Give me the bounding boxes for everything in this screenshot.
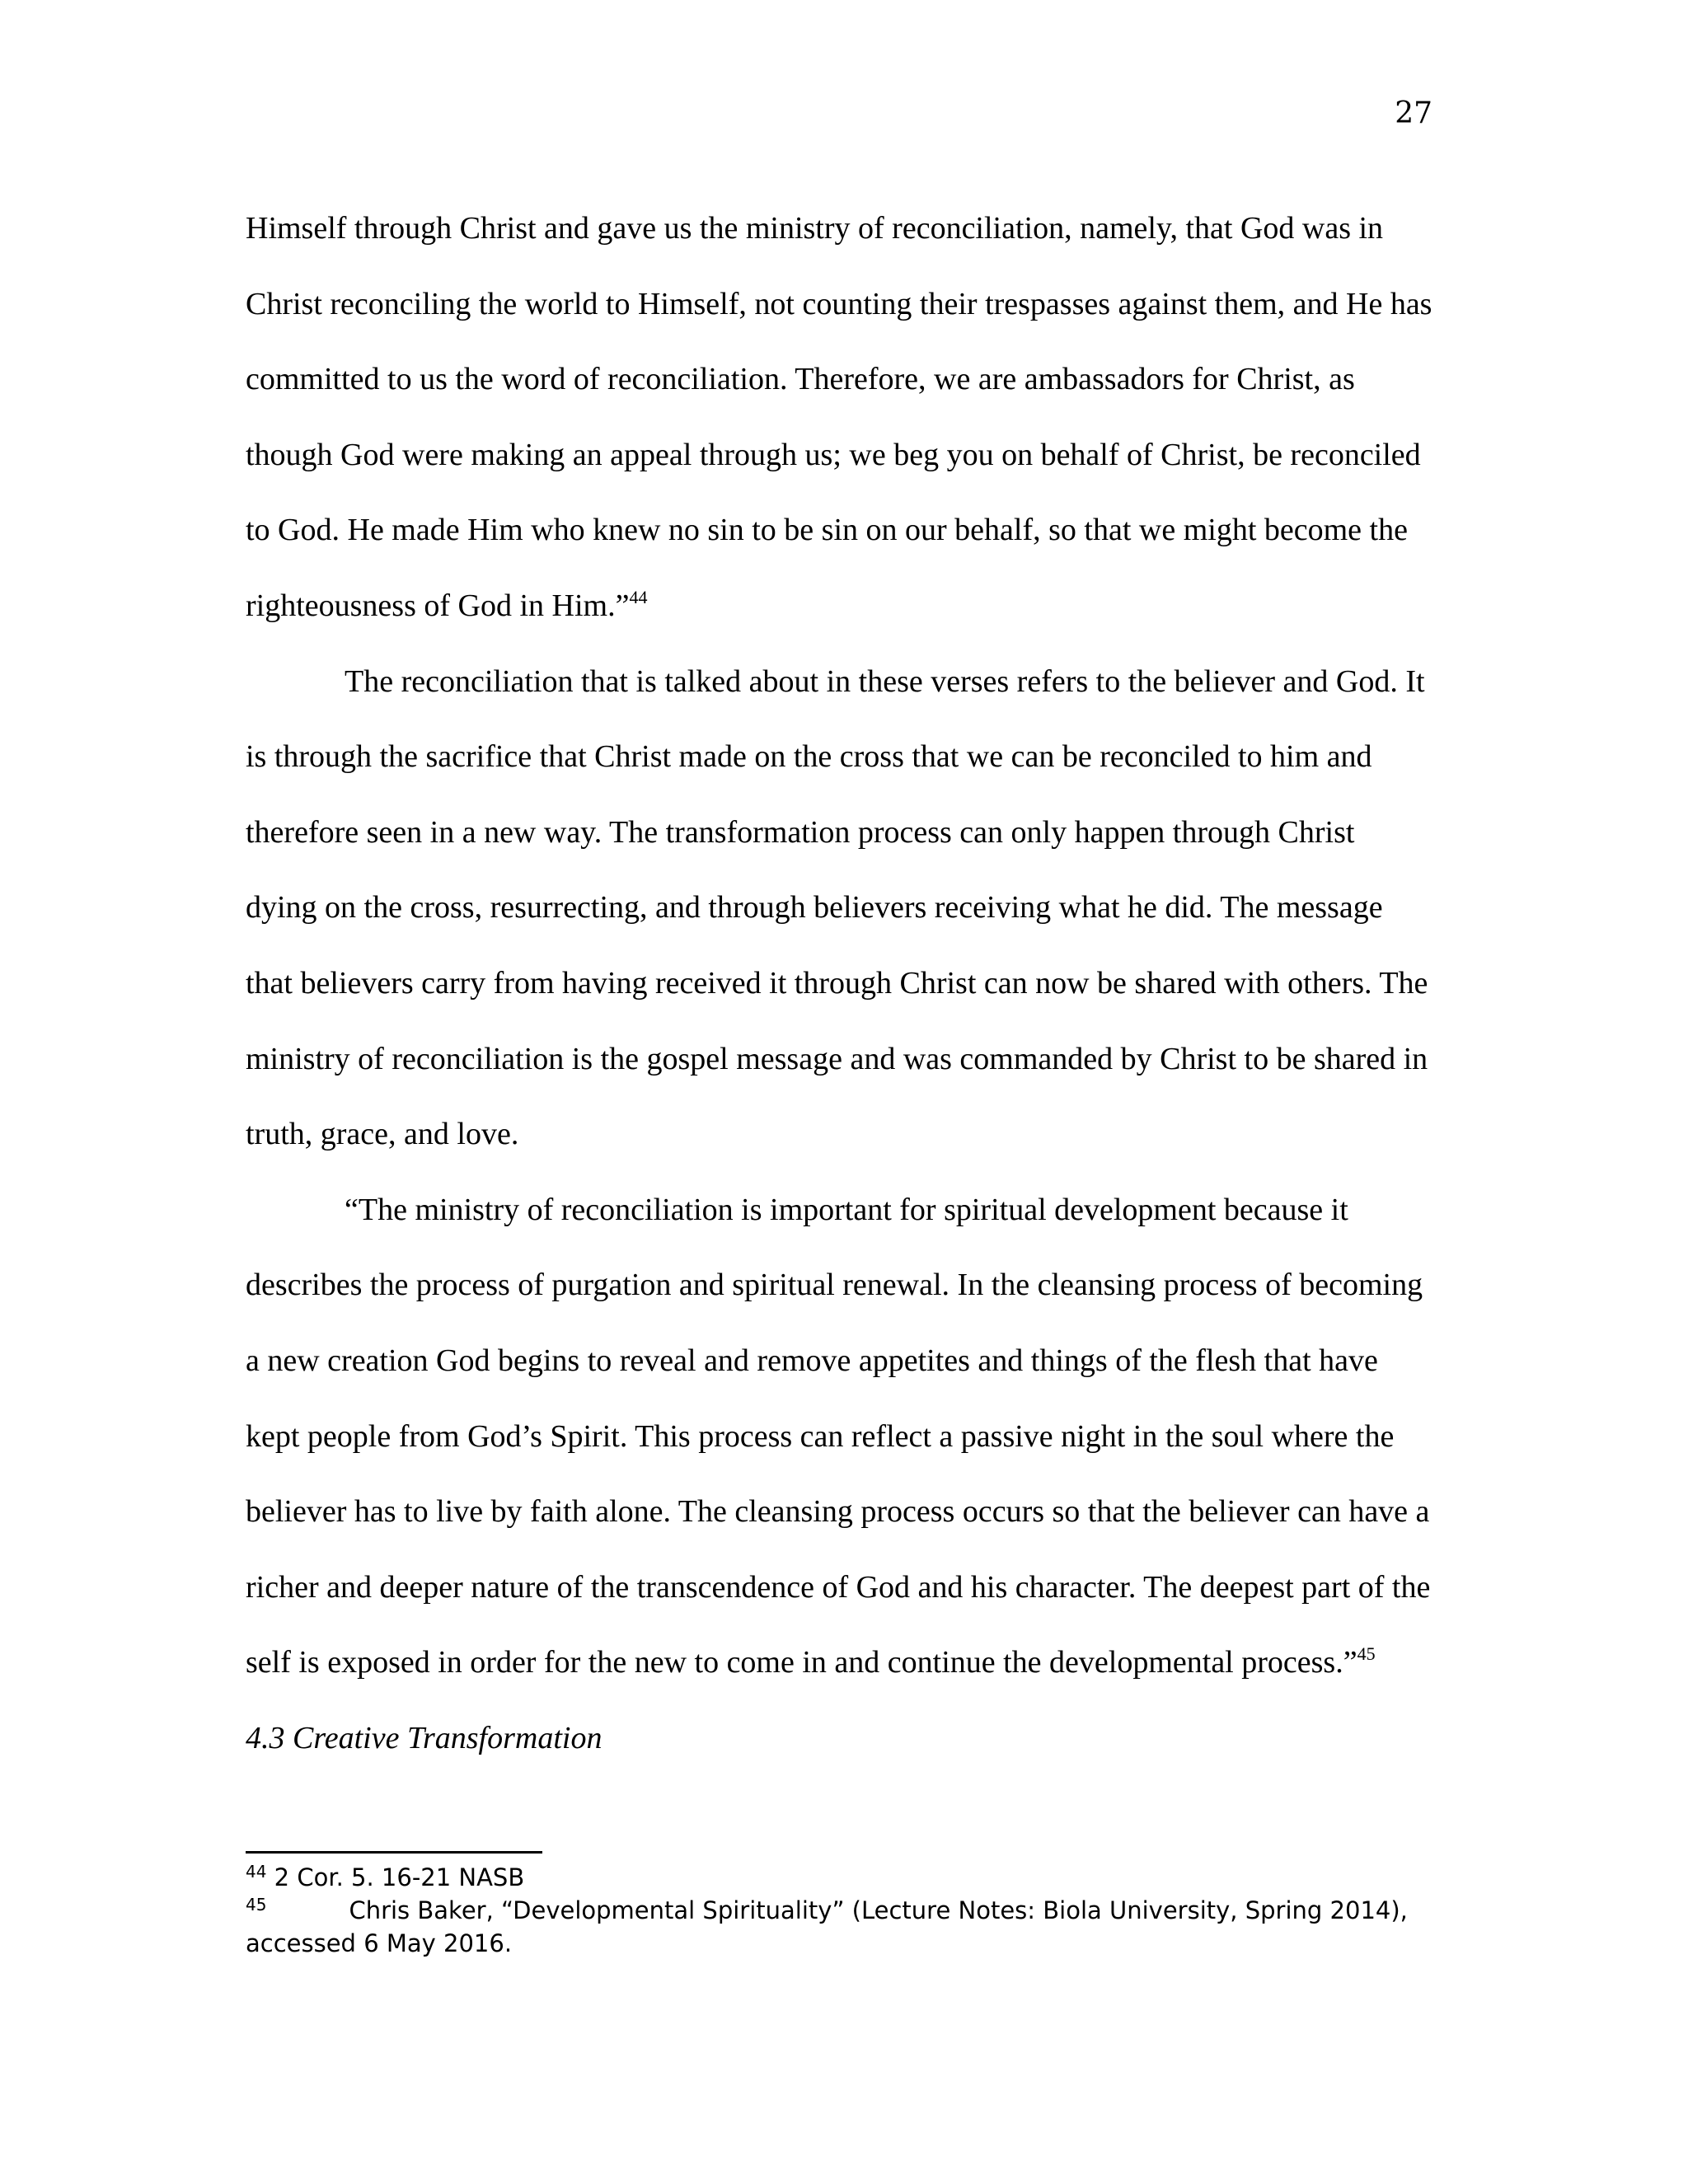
footnote-text: 2 Cor. 5. 16-21 NASB bbox=[274, 1863, 525, 1891]
footnote-text: Chris Baker, “Developmental Spirituality” (Lecture Notes: Biola University, Spring 2014), accessed 6 May 2016. bbox=[246, 1896, 1408, 1957]
footnotes bbox=[246, 1861, 1432, 1960]
footnote-45 bbox=[246, 1894, 1432, 1960]
footnote-number: 45 bbox=[246, 1895, 267, 1915]
paragraph-ministry-quote bbox=[246, 1173, 1432, 1701]
section-heading: 4.3 Creative Transformation bbox=[246, 1720, 603, 1755]
footnote-ref-45[interactable]: 45 bbox=[1357, 1643, 1376, 1665]
page-number: 27 bbox=[1395, 96, 1432, 130]
footnote-44 bbox=[246, 1861, 1432, 1894]
paragraph-reconciliation bbox=[246, 644, 1432, 1173]
body-text bbox=[246, 191, 1432, 1776]
paragraph-text: Himself through Christ and gave us the ministry of reconciliation, namely, that God was in Christ reconciling the world to Himself, not counting their trespasses against them, and He has committed to us the word of reconciliation. Therefore, we are ambassadors for Christ, as though God were making an appeal through us; we beg you on behalf of Christ, be reconciled to God. He made Him who knew no sin to be sin on our behalf, so that we might become the righteousness of God in Him.” bbox=[246, 211, 1432, 623]
paragraph-quote-continuation bbox=[246, 191, 1432, 644]
paragraph-text: The reconciliation that is talked about in these verses refers to the believer and God. It is through the sacrifice that Christ made on the cross that we can be reconciled to him and therefore seen in a new way. The transformation process can only happen through Christ dying on the cross, resurrecting, and through believers receiving what he did. The message that believers carry from having received it through Christ can now be shared with others. The ministry of reconciliation is the gospel message and was commanded by Christ to be shared in truth, grace, and love. bbox=[246, 663, 1428, 1152]
footnote-separator bbox=[246, 1851, 542, 1854]
footnote-number: 44 bbox=[246, 1862, 267, 1882]
footnote-ref-44[interactable]: 44 bbox=[629, 586, 648, 607]
paragraph-text: “The ministry of reconciliation is important for spiritual development because it describes the process of purgation and spiritual renewal. In the cleansing process of becoming a new creation God begins to reveal and remove appetites and things of the flesh that have kept people from God’s Spirit. This process can reflect a passive night in the soul where the believer has to live by faith alone. The cleansing process occurs so that the believer can have a richer and deeper nature of the transcendence of God and his character. The deepest part of the self is exposed in order for the new to come in and continue the developmental process.” bbox=[246, 1192, 1431, 1680]
